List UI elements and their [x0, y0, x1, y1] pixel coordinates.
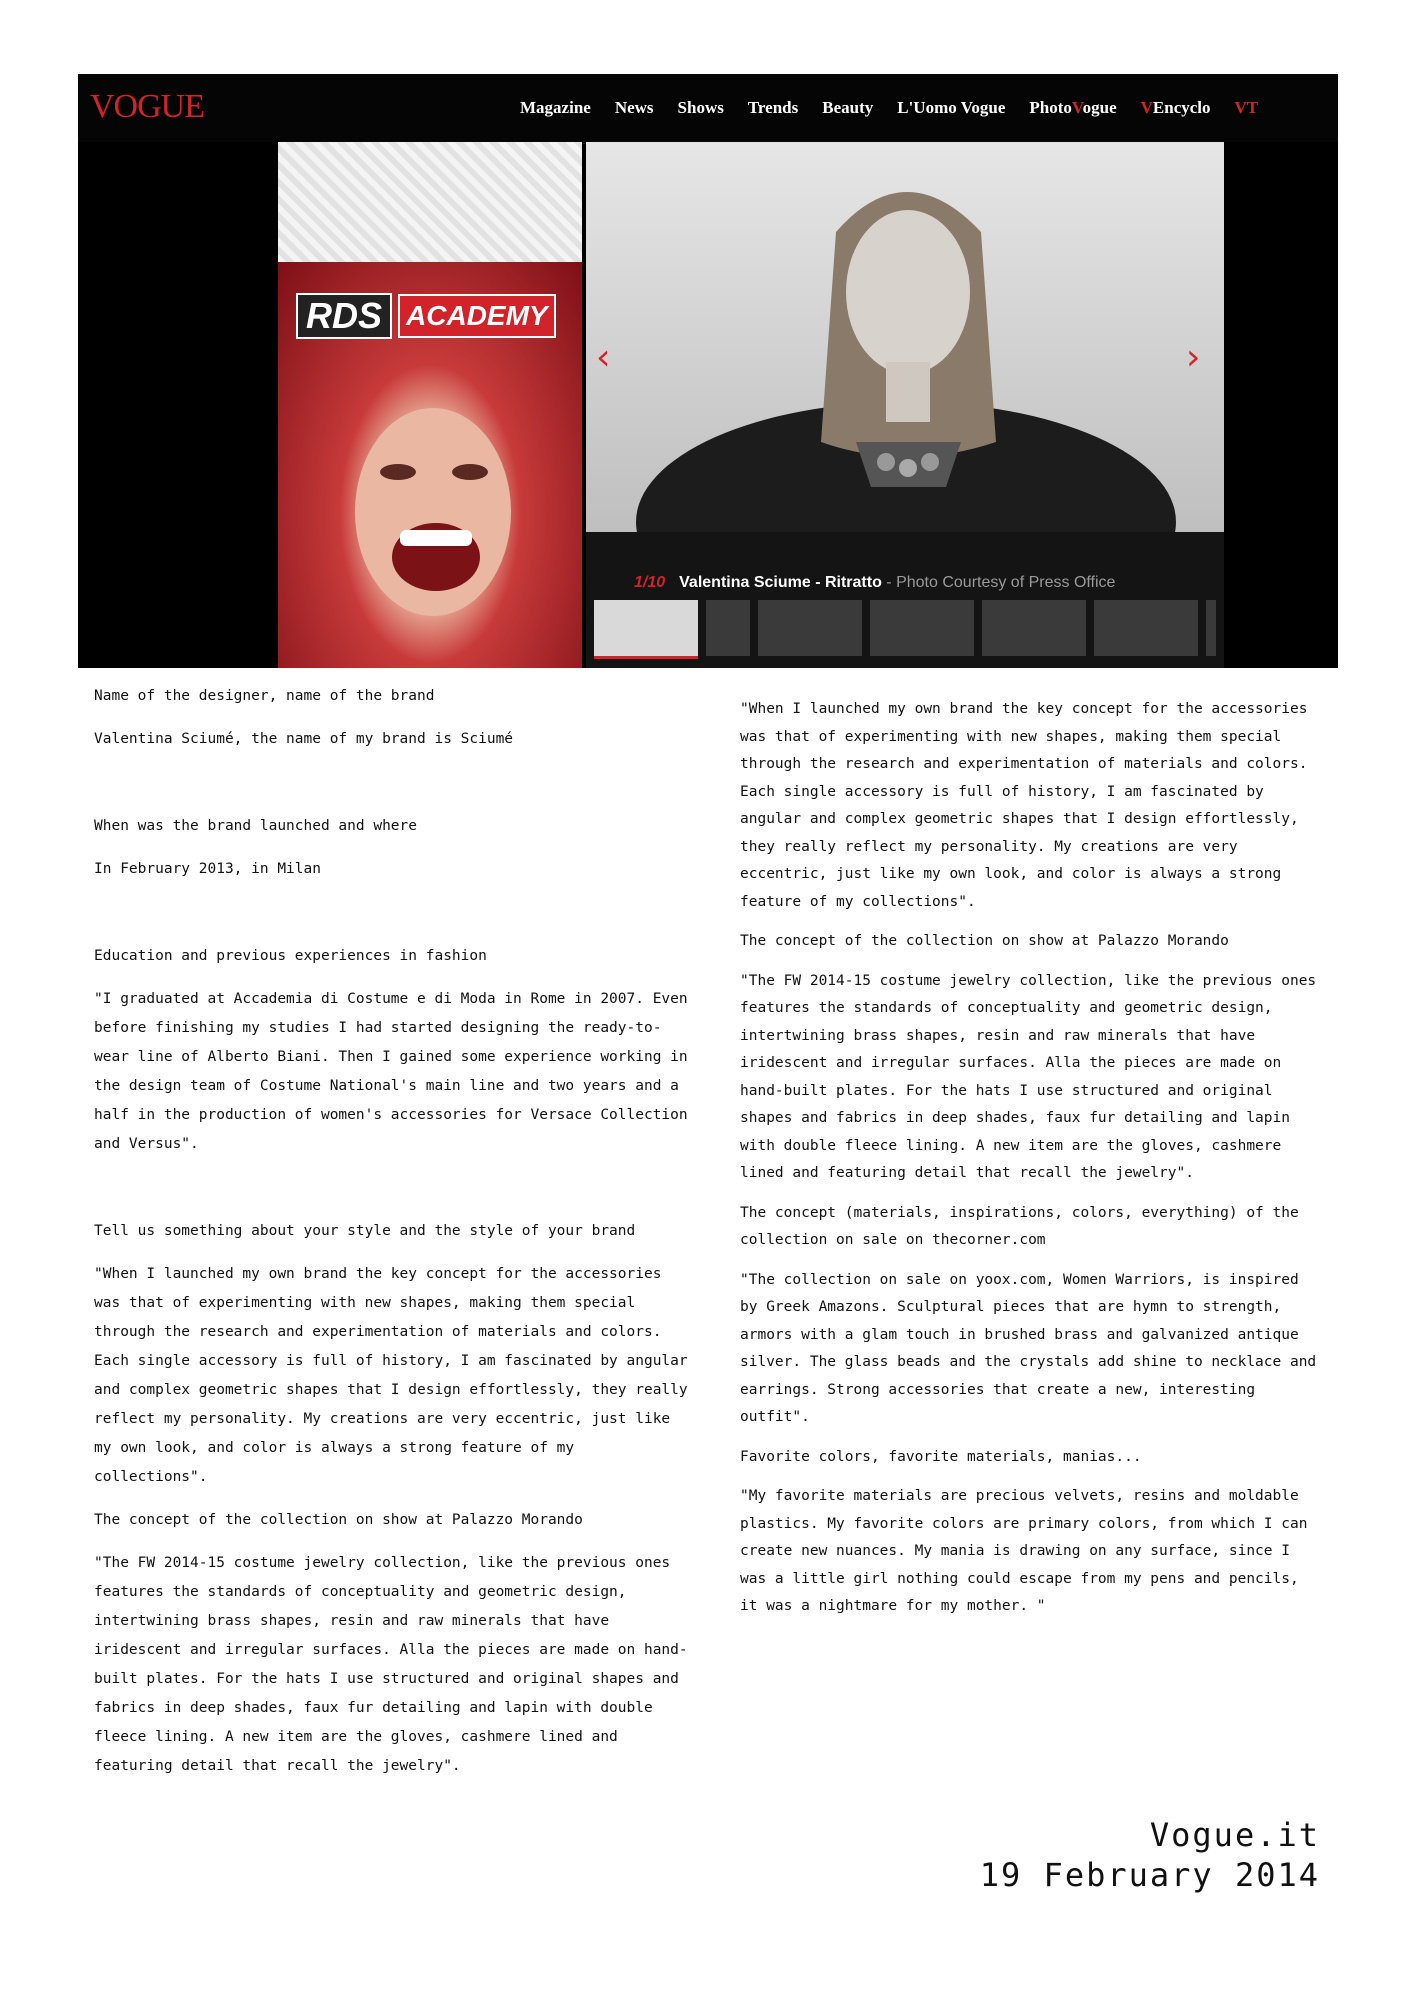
source-footer: [980, 1815, 1320, 1895]
nav-photovogue-c: ogue: [1082, 98, 1117, 117]
nav-luomo-vogue[interactable]: L'Uomo Vogue: [897, 98, 1006, 117]
nav-shows[interactable]: Shows: [677, 98, 724, 117]
portrait-illustration: [586, 142, 1224, 532]
nav-news[interactable]: News: [614, 98, 654, 117]
source-name: Vogue.it: [1149, 1816, 1320, 1854]
article-paragraph: Name of the designer, name of the brand: [94, 688, 435, 704]
vogue-logo[interactable]: VOGUE: [90, 88, 204, 125]
ad-face-illustration: [338, 402, 528, 632]
ad-academy-text: ACADEMY: [398, 294, 556, 338]
article-paragraph: The concept of the collection on show at Palazzo Morando: [740, 933, 1229, 949]
gallery-thumbnail[interactable]: [870, 600, 974, 656]
main-nav: [520, 74, 1282, 142]
gallery-thumbnails: [594, 600, 1224, 659]
gallery-thumbnail[interactable]: [594, 600, 698, 659]
article-left-column: [94, 682, 694, 1781]
gallery-caption: [634, 574, 1115, 592]
nav-beauty[interactable]: Beauty: [822, 98, 874, 117]
nav-vencyclo[interactable]: [1141, 98, 1211, 118]
nav-photovogue[interactable]: [1029, 98, 1116, 118]
article-paragraph: In February 2013, in Milan: [94, 861, 321, 877]
article-paragraph: Valentina Sciumé, the name of my brand is Sciumé: [94, 731, 514, 747]
gallery-main-photo: [586, 142, 1224, 532]
source-date: 19 February 2014: [979, 1856, 1320, 1894]
article-paragraph: Favorite colors, favorite materials, manias...: [740, 1448, 1142, 1465]
gallery-next-arrow-icon[interactable]: ›: [1186, 337, 1201, 378]
article-paragraph: "I graduated at Accademia di Costume e di Moda in Rome in 2007. Even before finishing my studies I had started designing the ready-to-wear line of Alberto Biani. Then I gained some experience working in the design team of Costume National's main line and two years and a half in the production of women's accessories for Versace Collection and Versus".: [94, 991, 688, 1152]
ad-rds-text: RDS: [296, 293, 392, 339]
hero-section: [78, 142, 1338, 668]
article-paragraph: The concept of the collection on show at Palazzo Morando: [94, 1512, 583, 1528]
article-right-column: [740, 696, 1320, 1621]
nav-vencyclo-b: Encyclo: [1152, 98, 1211, 117]
article-paragraph: "My favorite materials are precious velvets, resins and moldable plastics. My favorite colors are primary colors, from which I can create new nuances. My mania is drawing on any surface, since I was a little girl nothing could escape from my pens and pencils, it was a nightmare for my mother. ": [740, 1488, 1308, 1614]
gallery-thumbnail[interactable]: [706, 600, 750, 656]
article-paragraph: "The collection on sale on yoox.com, Women Warriors, is inspired by Greek Amazons. Sculptural pieces that are hymn to strength, armors with a glam touch in brushed brass and galvanized antique silver. The glass beads and the crystals add shine to necklace and earrings. Strong accessories that create a new, interesting outfit".: [740, 1271, 1317, 1425]
gallery-thumbnail[interactable]: [1206, 600, 1216, 656]
nav-magazine[interactable]: Magazine: [520, 98, 591, 117]
article-paragraph: Tell us something about your style and the style of your brand: [94, 1223, 636, 1239]
gallery-prev-arrow-icon[interactable]: ‹: [596, 337, 611, 378]
nav-trends[interactable]: Trends: [747, 98, 799, 117]
gallery-counter: 1/10: [634, 574, 666, 591]
nav-vt-truncated[interactable]: VT: [1234, 98, 1259, 117]
article-paragraph: Education and previous experiences in fashion: [94, 948, 487, 964]
article-paragraph: The concept (materials, inspirations, colors, everything) of the collection on sale on thecorner.com: [740, 1204, 1299, 1248]
gallery-photo-title: Valentina Sciume - Ritratto: [679, 574, 882, 591]
article-paragraph: "The FW 2014-15 costume jewelry collection, like the previous ones features the standards of conceptuality and geometric design, intertwining brass shapes, resin and raw minerals that have iridescent and irregular surfaces. Alla the pieces are made on hand-built plates. For the hats I use structured and original shapes and fabrics in deep shades, faux fur detailing and lapin with double fleece lining. A new item are the gloves, cashmere lined and featuring detail that recall the jewelry".: [94, 1555, 688, 1774]
gallery-thumbnail[interactable]: [982, 600, 1086, 656]
ad-stripe-pattern: [278, 142, 582, 262]
article-paragraph: "When I launched my own brand the key concept for the accessories was that of experimenting with new shapes, making them special through the research and experimentation of materials and colors. Each single accessory is full of history, I am fascinated by angular and complex geometric shapes that I design effortlessly, they really reflect my personality. My creations are very eccentric, just like my own look, and color is always a strong feature of my collections".: [94, 1266, 688, 1485]
nav-photovogue-a: Photo: [1029, 98, 1072, 117]
article-paragraph: When was the brand launched and where: [94, 818, 418, 834]
gallery-photo-credit: - Photo Courtesy of Press Office: [881, 574, 1116, 591]
rds-academy-logo: [296, 292, 564, 340]
site-header: [78, 74, 1338, 144]
rds-academy-ad[interactable]: [278, 142, 582, 668]
article-paragraph: "The FW 2014-15 costume jewelry collection, like the previous ones features the standards of conceptuality and geometric design, intertwining brass shapes, resin and raw minerals that have iridescent and irregular surfaces. Alla the pieces are made on hand-built plates. For the hats I use structured and original shapes and fabrics in deep shades, faux fur detailing and lapin with double fleece lining. A new item are the gloves, cashmere lined and featuring detail that recall the jewelry".: [740, 972, 1317, 1181]
gallery-thumbnail[interactable]: [1094, 600, 1198, 656]
gallery-thumbnail[interactable]: [758, 600, 862, 656]
gallery-caption-bar: [586, 532, 1224, 668]
nav-photovogue-b: V: [1071, 98, 1083, 117]
nav-vencyclo-a: V: [1140, 98, 1153, 117]
article-paragraph: "When I launched my own brand the key concept for the accessories was that of experimenting with new shapes, making them special through the research and experimentation of materials and colors. Each single accessory is full of history, I am fascinated by angular and complex geometric shapes that I design effortlessly, they really reflect my personality. My creations are very eccentric, just like my own look, and color is always a strong feature of my collections".: [740, 701, 1308, 910]
